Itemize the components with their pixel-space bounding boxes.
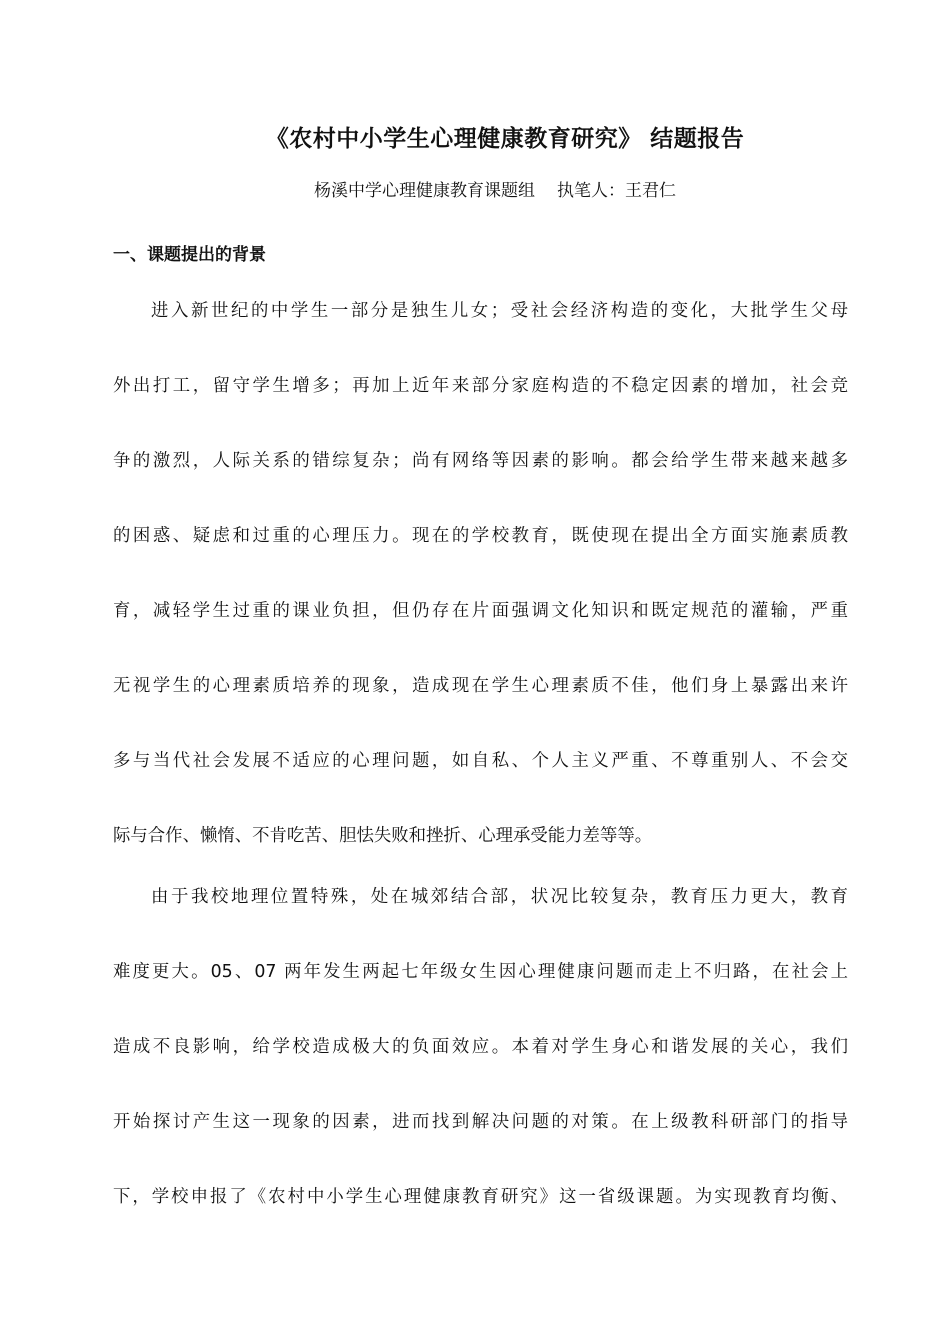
- paragraph-line: 际与合作、懒惰、不肯吃苦、胆怯失败和挫折、心理承受能力差等等。: [113, 826, 653, 846]
- paragraph-line: 进入新世纪的中学生一部分是独生儿女；受社会经济构造的变化，大批学生父母: [151, 301, 848, 321]
- paragraph-line: 造成不良影响，给学校造成极大的负面效应。本着对学生身心和谐发展的关心，我们: [113, 1037, 848, 1057]
- paragraph-line: 争的激烈，人际关系的错综复杂；尚有网络等因素的影响。都会给学生带来越来越多: [113, 451, 848, 471]
- paragraph-line: 难度更大。05、07 两年发生两起七年级女生因心理健康问题而走上不归路，在社会上: [113, 962, 848, 982]
- paragraph-line: 的困惑、疑虑和过重的心理压力。现在的学校教育，既使现在提出全方面实施素质教: [113, 526, 848, 546]
- section-heading: 一、课题提出的背景: [113, 245, 266, 265]
- paragraph-line: 外出打工，留守学生增多；再加上近年来部分家庭构造的不稳定因素的增加，社会竞: [113, 376, 848, 396]
- document-title: 《农村中小学生心理健康教育研究》 结题报告: [265, 126, 745, 152]
- document-subtitle: [0, 176, 950, 201]
- author-credit: 执笔人：王君仁: [557, 181, 676, 201]
- paragraph-line: 多与当代社会发展不适应的心理问题，如自私、个人主义严重、不尊重别人、不会交: [113, 751, 848, 771]
- paragraph-line: 无视学生的心理素质培养的现象，造成现在学生心理素质不佳，他们身上暴露出来许: [113, 676, 848, 696]
- paragraph-line: 育，减轻学生过重的课业负担，但仍存在片面强调文化知识和既定规范的灌输，严重: [113, 601, 848, 621]
- paragraph-line: 开始探讨产生这一现象的因素，进而找到解决问题的对策。在上级教科研部门的指导: [113, 1112, 848, 1132]
- research-group: 杨溪中学心理健康教育课题组: [314, 181, 535, 201]
- paragraph-line: 由于我校地理位置特殊，处在城郊结合部，状况比较复杂，教育压力更大，教育: [151, 887, 848, 907]
- paragraph-line: 下，学校申报了《农村中小学生心理健康教育研究》这一省级课题。为实现教育均衡、: [113, 1187, 848, 1207]
